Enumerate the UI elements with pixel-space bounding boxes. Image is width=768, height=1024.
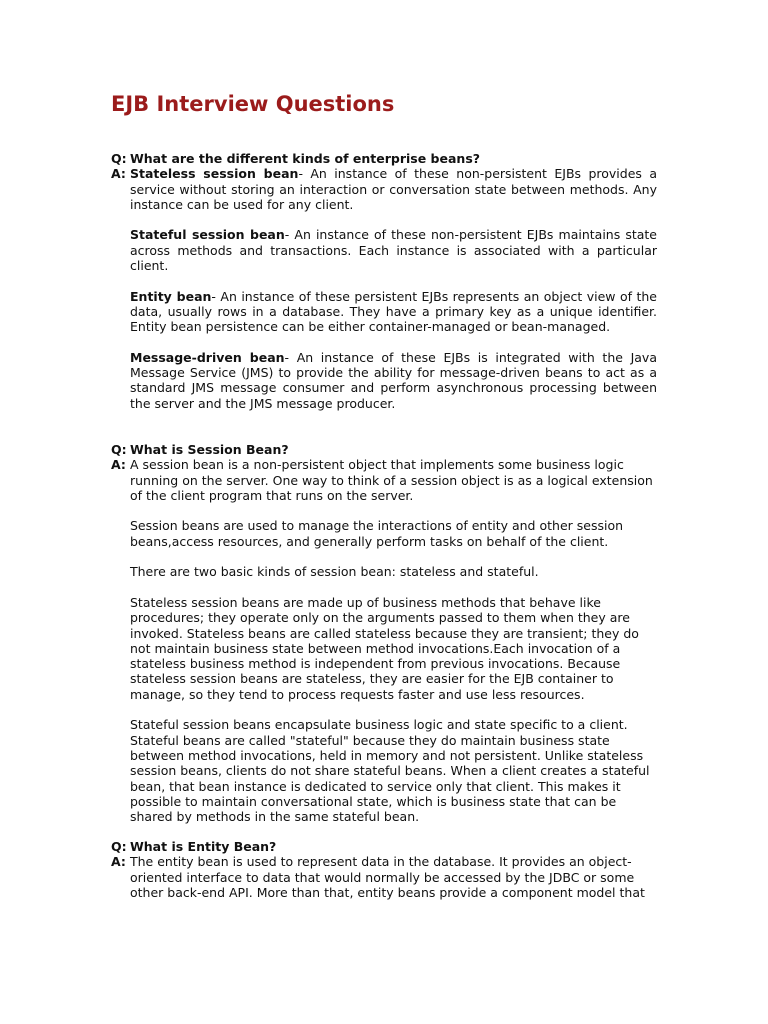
answer-paragraph: A session bean is a non-persistent object that implements some business logic running on the server. One way to think of a session object is as a logical extension of the client program that runs on the server. — [130, 457, 653, 503]
qa-block-enterprise-beans — [111, 151, 657, 411]
answer-paragraph-message-driven-bean — [130, 350, 657, 411]
definition-entity-bean: - An instance of these persistent EJBs represents an object view of the data, usually rows in a database. They have a primary key as a unique identifier. Entity bean persistence can be either container-managed or bean-managed. — [130, 288, 657, 335]
definition-stateful-session-bean: - An instance of these non-persistent EJBs maintains state across methods and transactions. Each instance is associated with a particular client. — [130, 227, 657, 274]
question-row — [111, 442, 657, 457]
question-text: What is Session Bean? — [130, 442, 289, 457]
term-message-driven-bean: Message-driven bean — [130, 349, 285, 365]
definition-stateless-session-bean: - An instance of these non-persistent EJBs provides a service without storing an interaction or conversation state between methods. Any instance can be used for any client. — [130, 166, 657, 212]
qa-block-session-bean — [111, 442, 657, 824]
answer-paragraph: Stateless session beans are made up of business methods that behave like procedures; they operate only on the arguments passed to them when they are invoked. Stateless beans are called stateless because they are transient; they do not maintain business state between method invocations.Each invocation of a stateless business method is independent from previous invocations. Because stateless session beans are stateless, they are easier for the EJB container to manage, so they tend to process requests faster and use less resources. — [130, 594, 639, 702]
answer-paragraph: There are two basic kinds of session bean: stateless and stateful. — [130, 564, 539, 580]
page-title: EJB Interview Questions — [111, 92, 395, 116]
definition-message-driven-bean: - An instance of these EJBs is integrated with the Java Message Service (JMS) to provide the ability for message-driven beans to act as a standard JMS message consumer and perform asynchronous processing between the server and the JMS message producer. — [130, 349, 657, 411]
question-text: What is Entity Bean? — [130, 839, 277, 854]
term-entity-bean: Entity bean — [130, 288, 212, 304]
answer-label: A: — [111, 854, 126, 870]
answer-paragraph-stateful-session-bean — [130, 227, 657, 273]
question-text: What are the different kinds of enterprise beans? — [130, 151, 481, 166]
term-stateless-session-bean: Stateless session bean — [130, 166, 299, 182]
question-label: Q: — [111, 151, 127, 166]
term-stateful-session-bean: Stateful session bean — [130, 227, 285, 243]
answer-paragraph: Session beans are used to manage the interactions of entity and other session beans,access resources, and generally perform tasks on behalf of the client. — [130, 518, 624, 549]
answer-paragraph-entity-bean — [130, 289, 657, 335]
answer-paragraph: Stateful session beans encapsulate business logic and state specific to a client. Stateful beans are called "stateful" because they do maintain business state between method invocations, held in memory and not persistent. Unlike stateless session beans, clients do not share stateful beans. When a client creates a stateful bean, that bean instance is dedicated to service only that client. This makes it possible to maintain conversational state, which is business state that can be shared by methods in the same stateful bean. — [130, 717, 650, 825]
question-row — [111, 151, 657, 166]
answer-paragraph-stateless-session-bean — [130, 166, 657, 212]
answer-label: A: — [111, 166, 126, 182]
answer-row — [111, 457, 657, 824]
answer-row — [111, 854, 657, 900]
answer-paragraph: The entity bean is used to represent data in the database. It provides an object-oriented interface to data that would normally be accessed by the JDBC or some other back-end API. More than that, entity beans provide a component model that — [130, 854, 645, 900]
question-label: Q: — [111, 442, 127, 457]
question-label: Q: — [111, 839, 127, 854]
question-row — [111, 839, 657, 854]
answer-row — [111, 166, 657, 411]
qa-block-entity-bean — [111, 839, 657, 900]
answer-label: A: — [111, 457, 126, 473]
